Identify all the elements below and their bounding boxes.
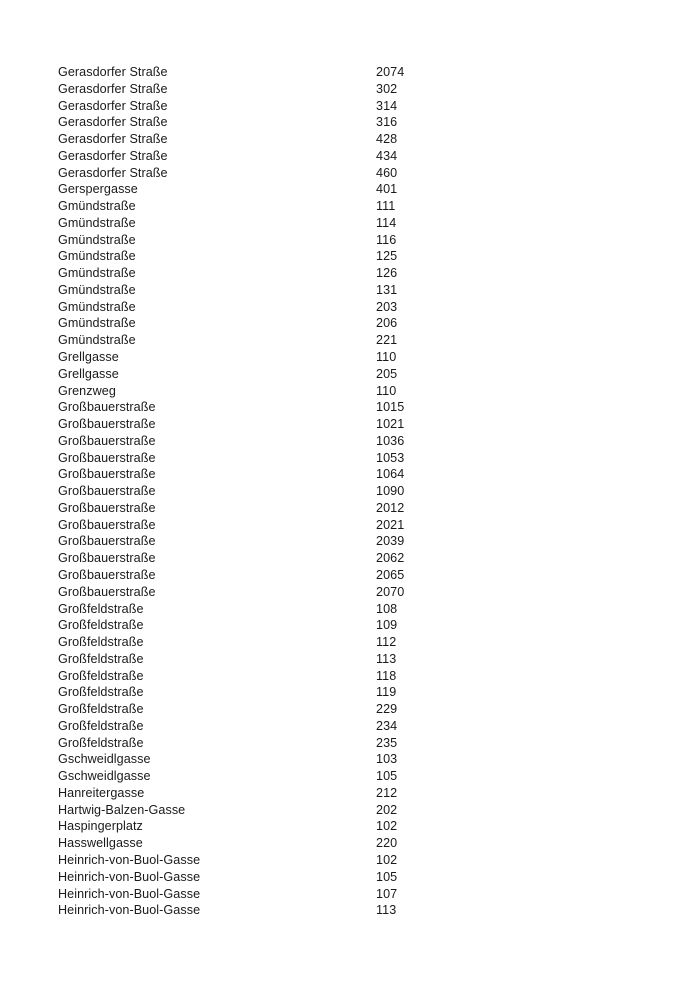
house-number: 302 [376,81,398,96]
house-number: 118 [376,668,397,683]
house-number: 314 [376,98,398,113]
house-number: 220 [376,836,398,851]
house-number: 1021 [376,417,405,432]
table-row [58,751,618,768]
table-row [58,634,618,651]
table-row [58,835,618,852]
house-number: 234 [376,718,398,733]
house-number: 113 [376,903,397,918]
street-name: Heinrich-von-Buol-Gasse [58,852,201,867]
table-row [58,768,618,785]
street-name: Großbauerstraße [58,534,156,549]
table-row [58,81,618,98]
house-number: 221 [376,333,398,348]
table-row [58,550,618,567]
table-row [58,601,618,618]
house-number: 111 [376,199,396,214]
street-name: Gmündstraße [58,232,136,247]
table-row [58,131,618,148]
house-number: 105 [376,769,398,784]
house-number: 110 [376,383,397,398]
street-name: Großfeldstraße [58,735,144,750]
street-name: Grellgasse [58,350,119,365]
house-number: 2070 [376,584,405,599]
table-row [58,383,618,400]
table-row [58,869,618,886]
street-name: Großfeldstraße [58,685,144,700]
street-name: Großbauerstraße [58,450,156,465]
street-name: Hanreitergasse [58,785,145,800]
table-row [58,651,618,668]
street-name: Heinrich-von-Buol-Gasse [58,886,201,901]
house-number: 110 [376,350,397,365]
street-name: Grenzweg [58,383,116,398]
table-row [58,265,618,282]
table-row [58,517,618,534]
street-name: Großfeldstraße [58,601,144,616]
table-row [58,315,618,332]
house-number: 1053 [376,450,405,465]
house-number: 428 [376,132,398,147]
street-name: Gerasdorfer Straße [58,65,168,79]
table-row [58,886,618,903]
house-number: 109 [376,618,398,633]
street-name: Großbauerstraße [58,517,156,532]
street-name: Gmündstraße [58,215,136,230]
table-row [58,332,618,349]
house-number: 229 [376,702,398,717]
street-name: Großbauerstraße [58,433,156,448]
street-name: Großfeldstraße [58,618,144,633]
house-number: 126 [376,266,398,281]
table-row [58,232,618,249]
house-number: 2074 [376,65,405,79]
table-row [58,584,618,601]
street-name: Gerasdorfer Straße [58,132,168,147]
table-row [58,215,618,232]
table-row [58,299,618,316]
house-number: 2065 [376,567,405,582]
house-number: 203 [376,299,398,314]
street-name: Großbauerstraße [58,400,156,415]
table-row [58,148,618,165]
table-row [58,349,618,366]
house-number: 103 [376,752,398,767]
house-number: 107 [376,886,398,901]
house-number: 235 [376,735,398,750]
table-row [58,399,618,416]
street-name: Gmündstraße [58,282,136,297]
street-name: Gerasdorfer Straße [58,115,168,130]
house-number: 113 [376,651,397,666]
street-name: Gerspergasse [58,182,138,197]
street-name: Haspingerplatz [58,819,143,834]
house-number: 2012 [376,500,405,515]
table-row [58,98,618,115]
table-row [58,533,618,550]
table-row [58,466,618,483]
street-name: Hasswellgasse [58,836,143,851]
house-number: 1036 [376,433,405,448]
house-number: 119 [376,685,397,700]
street-name: Heinrich-von-Buol-Gasse [58,903,201,918]
table-row [58,718,618,735]
street-name: Grellgasse [58,366,119,381]
table-row [58,735,618,752]
table-row [58,567,618,584]
street-name: Gschweidlgasse [58,752,151,767]
street-name: Großbauerstraße [58,584,156,599]
house-number: 2039 [376,534,405,549]
street-name: Gmündstraße [58,199,136,214]
house-number: 401 [376,182,398,197]
street-name: Hartwig-Balzen-Gasse [58,802,186,817]
table-row [58,366,618,383]
house-number: 1090 [376,484,405,499]
street-name: Großfeldstraße [58,668,144,683]
street-name: Großbauerstraße [58,417,156,432]
street-name: Großbauerstraße [58,500,156,515]
street-name: Gschweidlgasse [58,769,151,784]
street-name: Heinrich-von-Buol-Gasse [58,869,201,884]
house-number: 131 [376,282,398,297]
table-row [58,668,618,685]
address-list [58,64,618,919]
table-row [58,483,618,500]
table-row [58,450,618,467]
table-row [58,64,618,81]
table-row [58,181,618,198]
house-number: 116 [376,232,397,247]
table-row [58,114,618,131]
table-row [58,433,618,450]
street-name: Großbauerstraße [58,467,156,482]
table-row [58,500,618,517]
house-number: 1064 [376,467,405,482]
street-name: Großbauerstraße [58,567,156,582]
street-name: Gmündstraße [58,266,136,281]
street-name: Gmündstraße [58,299,136,314]
house-number: 2021 [376,517,405,532]
house-number: 212 [376,785,398,800]
street-name: Großfeldstraße [58,702,144,717]
house-number: 202 [376,802,398,817]
table-row [58,198,618,215]
house-number: 205 [376,366,398,381]
house-number: 112 [376,635,397,650]
house-number: 108 [376,601,398,616]
table-row [58,802,618,819]
house-number: 2062 [376,551,405,566]
house-number: 125 [376,249,398,264]
street-name: Gmündstraße [58,249,136,264]
table-row [58,282,618,299]
house-number: 102 [376,852,398,867]
house-number: 434 [376,148,398,163]
house-number: 460 [376,165,398,180]
street-name: Großbauerstraße [58,484,156,499]
house-number: 206 [376,316,398,331]
street-name: Großbauerstraße [58,551,156,566]
street-name: Gerasdorfer Straße [58,148,168,163]
street-name: Gmündstraße [58,316,136,331]
house-number: 316 [376,115,398,130]
street-name: Großfeldstraße [58,635,144,650]
house-number: 102 [376,819,398,834]
street-name: Gerasdorfer Straße [58,165,168,180]
table-row [58,248,618,265]
street-name: Großfeldstraße [58,651,144,666]
table-row [58,902,618,919]
street-name: Gerasdorfer Straße [58,98,168,113]
street-name: Gerasdorfer Straße [58,81,168,96]
table-row [58,852,618,869]
table-row [58,617,618,634]
house-number: 114 [376,215,397,230]
table-row [58,165,618,182]
street-name: Großfeldstraße [58,718,144,733]
street-name: Gmündstraße [58,333,136,348]
table-row [58,701,618,718]
house-number: 1015 [376,400,405,415]
table-row [58,785,618,802]
table-row [58,416,618,433]
table-row [58,818,618,835]
table-row [58,684,618,701]
house-number: 105 [376,869,398,884]
